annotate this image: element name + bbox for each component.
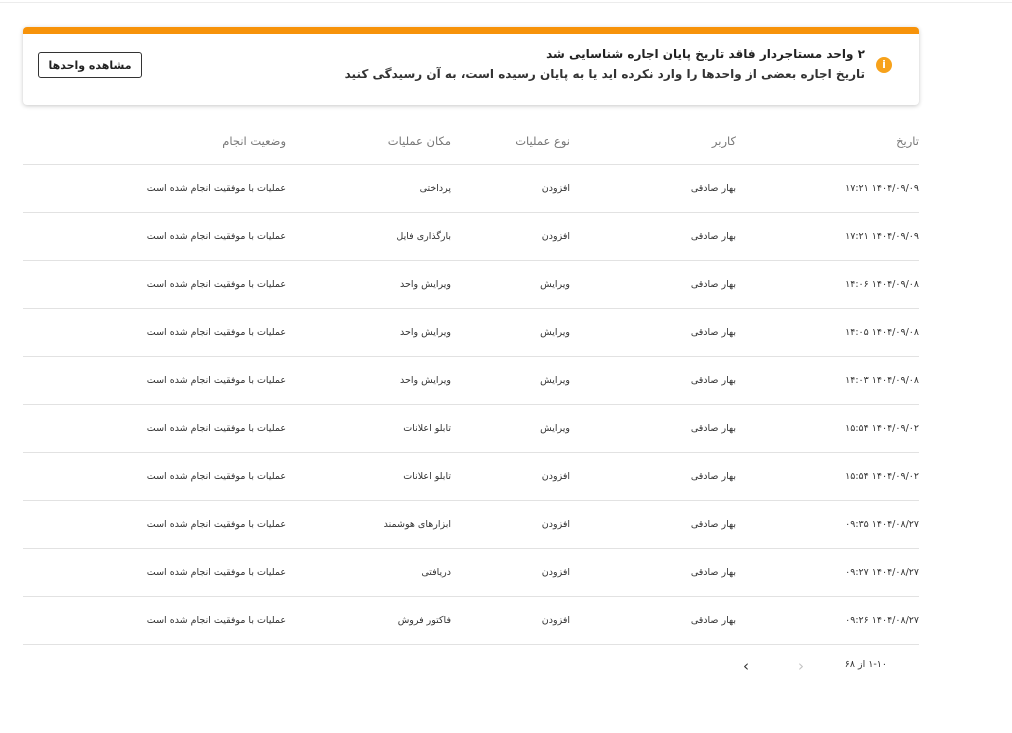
cell-operation-location: ویرایش واحد	[286, 357, 451, 405]
cell-operation-type: افزودن	[451, 453, 570, 501]
cell-user: بهار صادقی	[570, 309, 736, 357]
cell-date: ۱۴۰۴/۰۹/۰۲ ۱۵:۵۴	[736, 453, 919, 501]
chevron-left-icon[interactable]: ‹	[743, 657, 749, 675]
cell-user: بهار صادقی	[570, 213, 736, 261]
rental-alert-banner	[23, 27, 919, 105]
cell-operation-location: تابلو اعلانات	[286, 453, 451, 501]
info-icon: i	[876, 57, 892, 73]
cell-operation-location: ویرایش واحد	[286, 261, 451, 309]
cell-operation-location: ابزارهای هوشمند	[286, 501, 451, 549]
cell-operation-type: افزودن	[451, 549, 570, 597]
cell-status: عملیات با موفقیت انجام شده است	[23, 453, 286, 501]
table-row	[23, 261, 919, 309]
cell-date: ۱۴۰۴/۰۹/۰۹ ۱۷:۲۱	[736, 165, 919, 213]
cell-operation-location: ویرایش واحد	[286, 309, 451, 357]
table-row	[23, 405, 919, 453]
cell-date: ۱۴۰۴/۰۸/۲۷ ۰۹:۲۷	[736, 549, 919, 597]
pagination-range: ۱-۱۰ از ۶۸	[844, 659, 887, 670]
column-header-operation-type: نوع عملیات	[451, 117, 570, 165]
cell-status: عملیات با موفقیت انجام شده است	[23, 501, 286, 549]
cell-operation-type: ویرایش	[451, 309, 570, 357]
cell-operation-location: فاکتور فروش	[286, 597, 451, 645]
cell-date: ۱۴۰۴/۰۹/۰۲ ۱۵:۵۴	[736, 405, 919, 453]
cell-operation-type: افزودن	[451, 597, 570, 645]
cell-date: ۱۴۰۴/۰۹/۰۸ ۱۴:۰۳	[736, 357, 919, 405]
cell-user: بهار صادقی	[570, 501, 736, 549]
table-row	[23, 597, 919, 645]
cell-status: عملیات با موفقیت انجام شده است	[23, 549, 286, 597]
cell-user: بهار صادقی	[570, 549, 736, 597]
chevron-right-icon[interactable]: ›	[798, 657, 804, 675]
view-units-button[interactable]: مشاهده واحدها	[38, 52, 142, 78]
cell-operation-location: پرداختی	[286, 165, 451, 213]
cell-date: ۱۴۰۴/۰۹/۰۹ ۱۷:۲۱	[736, 213, 919, 261]
cell-operation-location: بارگذاری فایل	[286, 213, 451, 261]
column-header-operation-location: مکان عملیات	[286, 117, 451, 165]
column-header-status: وضعیت انجام	[23, 117, 286, 165]
alert-title: ۲ واحد مستاجردار فاقد تاریخ پایان اجاره شناسایی شد	[546, 47, 865, 61]
cell-date: ۱۴۰۴/۰۸/۲۷ ۰۹:۲۶	[736, 597, 919, 645]
cell-date: ۱۴۰۴/۰۹/۰۸ ۱۴:۰۶	[736, 261, 919, 309]
top-divider	[0, 2, 1012, 3]
cell-status: عملیات با موفقیت انجام شده است	[23, 213, 286, 261]
cell-status: عملیات با موفقیت انجام شده است	[23, 309, 286, 357]
cell-user: بهار صادقی	[570, 453, 736, 501]
cell-status: عملیات با موفقیت انجام شده است	[23, 597, 286, 645]
table-header-row	[23, 117, 919, 165]
cell-operation-type: افزودن	[451, 213, 570, 261]
cell-user: بهار صادقی	[570, 261, 736, 309]
table-row	[23, 309, 919, 357]
table-row	[23, 453, 919, 501]
cell-user: بهار صادقی	[570, 597, 736, 645]
cell-status: عملیات با موفقیت انجام شده است	[23, 357, 286, 405]
cell-operation-location: تابلو اعلانات	[286, 405, 451, 453]
cell-operation-type: ویرایش	[451, 261, 570, 309]
cell-user: بهار صادقی	[570, 405, 736, 453]
table-row	[23, 165, 919, 213]
table-row	[23, 501, 919, 549]
pagination	[0, 656, 1012, 678]
cell-operation-type: ویرایش	[451, 405, 570, 453]
cell-user: بهار صادقی	[570, 357, 736, 405]
table-row	[23, 549, 919, 597]
column-header-user: کاربر	[570, 117, 736, 165]
cell-date: ۱۴۰۴/۰۸/۲۷ ۰۹:۳۵	[736, 501, 919, 549]
table-row	[23, 357, 919, 405]
cell-status: عملیات با موفقیت انجام شده است	[23, 165, 286, 213]
cell-operation-type: افزودن	[451, 165, 570, 213]
cell-operation-type: ویرایش	[451, 357, 570, 405]
alert-description: تاریخ اجاره بعضی از واحدها را وارد نکرده اید یا به پایان رسیده است، به آن رسیدگی کنید	[344, 67, 865, 81]
cell-date: ۱۴۰۴/۰۹/۰۸ ۱۴:۰۵	[736, 309, 919, 357]
cell-status: عملیات با موفقیت انجام شده است	[23, 405, 286, 453]
cell-operation-type: افزودن	[451, 501, 570, 549]
column-header-date: تاریخ	[736, 117, 919, 165]
table-row	[23, 213, 919, 261]
activity-log-table	[23, 117, 919, 645]
cell-status: عملیات با موفقیت انجام شده است	[23, 261, 286, 309]
cell-user: بهار صادقی	[570, 165, 736, 213]
cell-operation-location: دریافتی	[286, 549, 451, 597]
alert-accent-bar	[23, 27, 919, 34]
